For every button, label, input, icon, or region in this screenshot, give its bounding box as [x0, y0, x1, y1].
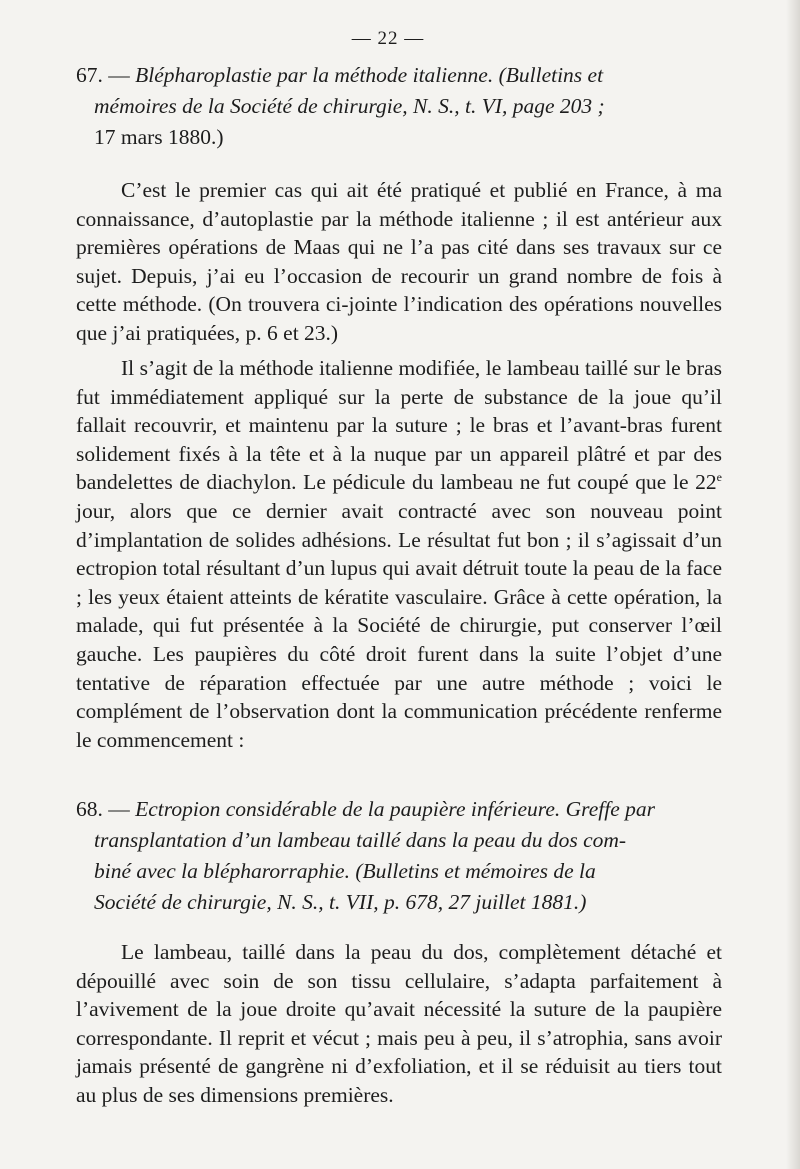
paragraph-2-part-b: jour, alors que ce dernier avait contracté avec son nouveau point d’implantation de solides adhésions. Le résultat fut bon ; il s’agissait d’un ectropion total résultant d’un lupus qui avait détruit toute la peau de la face ; les yeux étaient atteints de kératite vasculaire. Grâce à cette opération, la malade, qui fut présentée à la Société de chirurgie, put conserver l’œil gauche. Les paupières du côté droit furent dans la suite l’objet d’une tentative de réparation effectuée par une autre méthode ; voici le complément de l’observation dont la communication précédente renferme le commencement :: [76, 498, 722, 752]
entry-68-title-line-1: Ectropion considérable de la paupière inférieure. Greffe par: [135, 797, 655, 821]
entry-67-title-line-2: mémoires de la Société de chirurgie, N. S., t. VI, page 203 ;: [94, 94, 605, 118]
entry-68-number: 68. —: [76, 797, 130, 821]
paragraph-2-part-a: Il s’agit de la méthode italienne modifiée, le lambeau taillé sur le bras fut immédiatement appliqué sur la perte de substance de la joue qu’il fallait recouvrir, et maintenu par la suture ; le bras et l’avant-bras furent solidement fixés à la tête et à la nuque par un appareil plâtré et par des bandelettes de diachylon. Le pédicule du lambeau ne fut coupé que le 22: [76, 356, 722, 495]
entry-68-title-line-4: Société de chirurgie, N. S., t. VII, p. 678, 27 juillet 1881.): [94, 890, 587, 914]
paragraph-2: [76, 354, 722, 754]
paragraph-3: Le lambeau, taillé dans la peau du dos, complètement détaché et dépouillé avec soin de son tissu cellulaire, s’adapta parfaitement à l’avivement de la joue droite qu’avait nécessité la suture de la paupière correspondante. Il reprit et vécut ; mais peu à peu, il s’atrophia, sans avoir jamais présenté de gangrène ni d’exfoliation, et il se réduisit au tiers tout au plus de ses dimensions premières.: [76, 940, 722, 1107]
page-edge-shadow: [786, 0, 800, 1169]
entry-67-title-line-3: 17 mars 1880.): [94, 125, 224, 149]
entry-67-number: 67. —: [76, 63, 130, 87]
entry-67-heading: [76, 60, 722, 153]
paragraph-1: C’est le premier cas qui ait été pratiqué et publié en France, à ma connaissance, d’autoplastie par la méthode italienne ; il est antérieur aux premières opérations de Maas qui ne l’a pas cité dans ses travaux sur ce sujet. Depuis, j’ai eu l’occasion de recourir un grand nombre de fois à cette méthode. (On trouvera ci-jointe l’indication des opérations nouvelles que j’ai pratiquées, p. 6 et 23.): [76, 178, 722, 345]
entry-68-heading: [76, 794, 722, 918]
entry-67-title-line-1: Blépharoplastie par la méthode italienne. (Bulletins et: [135, 63, 604, 87]
paragraph-2-superscript: e: [716, 470, 722, 485]
entry-68-title-line-2: transplantation d’un lambeau taillé dans la peau du dos com-: [94, 828, 627, 852]
page-number: — 22 —: [351, 28, 425, 49]
entry-68-title-line-3: biné avec la blépharorraphie. (Bulletins et mémoires de la: [94, 859, 596, 883]
